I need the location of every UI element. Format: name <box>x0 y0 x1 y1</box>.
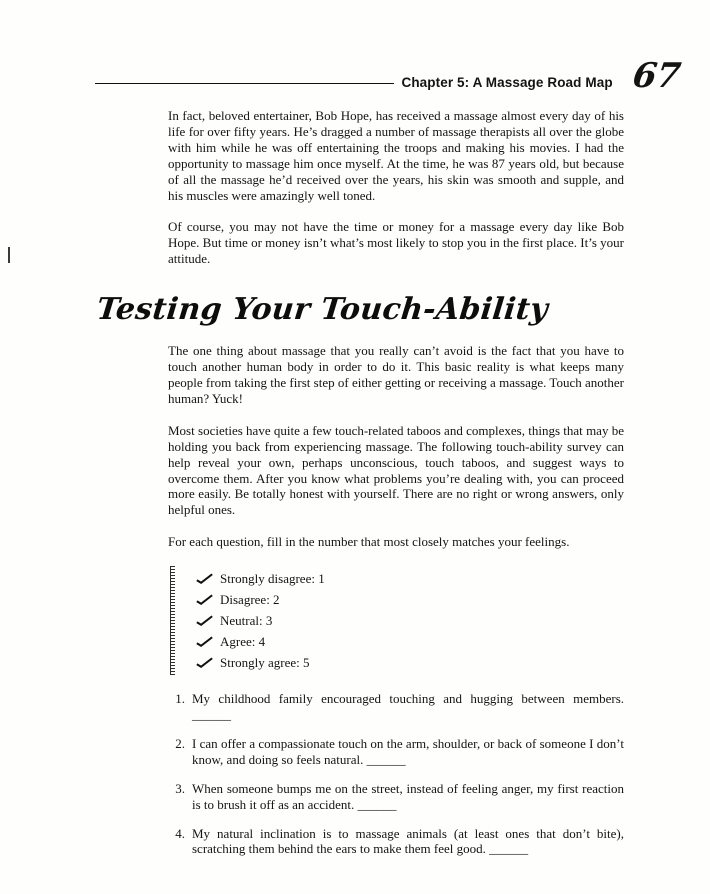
question-number: 3. <box>175 780 185 796</box>
check-icon <box>196 615 213 626</box>
page-number: 67 <box>629 56 683 96</box>
paragraph-attitude: Of course, you may not have the time or money for a massage every day like Bob Hope. But time or money isn’t what’s most likely to stop you in the first place. It’s your attitude. <box>168 219 624 267</box>
paragraph-touch-reality: The one thing about massage that you really can’t avoid is the fact that you have to touch another human body in order to do it. This basic reality is what keeps many people from taking the first step of either getting or receiving a massage. Touch another human? Yuck! <box>168 343 624 406</box>
question-number: 4. <box>175 825 185 841</box>
question-item <box>168 781 624 813</box>
check-icon <box>196 573 213 584</box>
question-text: My childhood family encouraged touching and hugging between members. ______ <box>192 691 624 723</box>
list-item <box>196 652 624 673</box>
question-number: 2. <box>175 735 185 751</box>
checklist-label: Disagree: 2 <box>220 591 280 607</box>
question-text: I can offer a compassionate touch on the arm, shoulder, or back of someone I don’t know, and doing so feels natural. ______ <box>192 735 624 767</box>
checklist-bar <box>170 566 175 675</box>
survey-questions <box>168 691 624 857</box>
header-rule <box>95 83 394 84</box>
list-item <box>196 610 624 631</box>
list-item <box>196 631 624 652</box>
check-icon <box>196 594 213 605</box>
list-item <box>196 568 624 589</box>
scan-artifact-mark <box>8 247 10 263</box>
question-item <box>168 736 624 768</box>
checklist-label: Strongly disagree: 1 <box>220 570 325 586</box>
question-text: When someone bumps me on the street, instead of feeling anger, my first reaction is to brush it off as an accident. ______ <box>192 780 624 812</box>
paragraph-instructions: For each question, fill in the number that most closely matches your feelings. <box>168 534 570 550</box>
paragraph-taboos: Most societies have quite a few touch-related taboos and complexes, things that may be holding you back from experiencing massage. The following touch-ability survey can help reveal your own, perhaps unconscious, touch taboos, and suggest ways to overcome them. After you know what problems you’re dealing with, you can proceed more easily. Be totally honest with yourself. There are no right or wrong answers, only helpful ones. <box>168 422 624 518</box>
checklist-label: Strongly agree: 5 <box>220 654 310 670</box>
check-icon <box>196 657 213 668</box>
question-item <box>168 826 624 858</box>
question-item <box>168 691 624 723</box>
section-heading: Testing Your Touch-Ability <box>95 292 550 328</box>
paragraph-bob-hope: In fact, beloved entertainer, Bob Hope, has received a massage almost every day of his life for over fifty years. He’s dragged a number of massage therapists all over the globe with him while he was off entertaining the troops and making his movies. I had the opportunity to massage him once myself. At the time, he was 87 years old, but because of all the massage he’d received over the years, his skin was smooth and supple, and his muscles were amazingly well toned. <box>168 108 624 203</box>
chapter-header <box>95 56 683 98</box>
checklist-label: Neutral: 3 <box>220 612 273 628</box>
intro-paragraphs <box>168 108 624 267</box>
question-number: 1. <box>175 691 185 707</box>
section-body <box>168 343 624 857</box>
checklist-label: Agree: 4 <box>220 633 266 649</box>
rating-scale-checklist <box>168 566 624 675</box>
chapter-title: Chapter 5: A Massage Road Map <box>401 75 613 90</box>
check-icon <box>196 636 213 647</box>
question-text: My natural inclination is to massage animals (at least ones that don’t bite), scratching them behind the ears to make them feel good. ______ <box>192 825 624 857</box>
list-item <box>196 589 624 610</box>
